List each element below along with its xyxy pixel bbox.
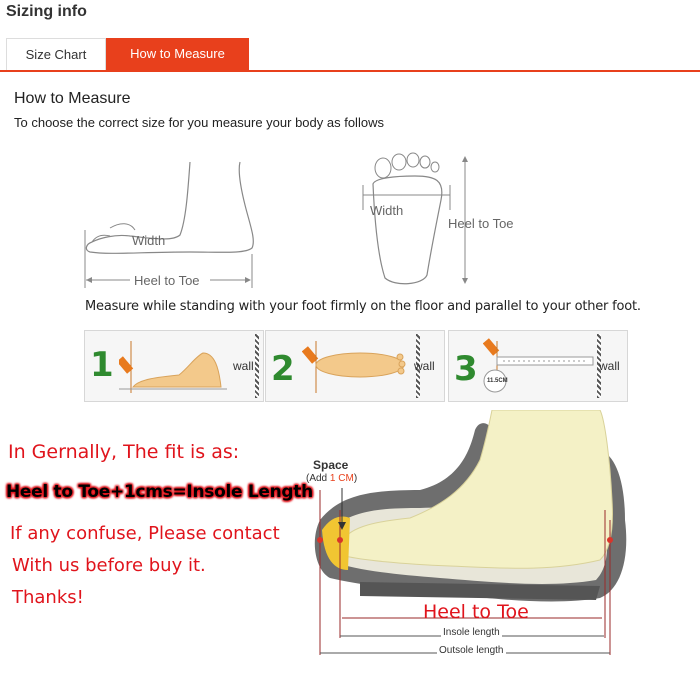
measure-instruction: Measure while standing with your foot firmly on the floor and parallel to your other foot. — [85, 299, 641, 314]
tab-underline — [0, 70, 700, 72]
ruler-step-3-icon — [483, 337, 595, 397]
side-length-label: Heel to Toe — [134, 273, 200, 288]
tab-size-chart[interactable]: Size Chart — [6, 38, 106, 71]
section-heading: How to Measure — [14, 90, 131, 107]
step-panel-3 — [448, 330, 628, 402]
fit-note-line-2: If any confuse, Please contact — [10, 523, 280, 544]
fit-note-line-1: In Gernally, The fit is as: — [8, 441, 240, 463]
fit-note-line-3: With us before buy it. — [12, 555, 206, 576]
foot-step-2-icon — [302, 339, 412, 395]
sole-width-label: Width — [370, 203, 404, 218]
side-width-label: Width — [132, 233, 166, 248]
space-label: Space — [313, 458, 349, 472]
step-number: 1 — [90, 345, 114, 385]
fit-note-line-4: Thanks! — [12, 587, 84, 608]
step-panel-1 — [84, 330, 264, 402]
foot-step-1-icon — [119, 339, 229, 395]
insole-length-label: Insole length — [443, 627, 500, 638]
outsole-length-label: Outsole length — [439, 645, 504, 656]
wall-label: wall — [414, 359, 435, 373]
step-number: 3 — [454, 349, 478, 389]
heel-to-toe-label: Heel to Toe — [423, 601, 529, 623]
wall-hatch — [255, 334, 259, 398]
sole-length-label: Heel to Toe — [448, 216, 514, 231]
step-panel-2 — [265, 330, 445, 402]
tab-how-to-measure[interactable]: How to Measure — [106, 38, 249, 70]
wall-label: wall — [599, 359, 620, 373]
section-subheading: To choose the correct size for you measure your body as follows — [14, 115, 384, 130]
step-number: 2 — [271, 349, 295, 389]
ruler-reading: 11.5CM — [487, 378, 508, 384]
space-note: (Add 1 CM) — [306, 473, 358, 484]
page-title: Sizing info — [6, 3, 87, 20]
fit-formula: Heel to Toe+1cms=Insole Length — [6, 482, 313, 502]
wall-label: wall — [233, 359, 254, 373]
